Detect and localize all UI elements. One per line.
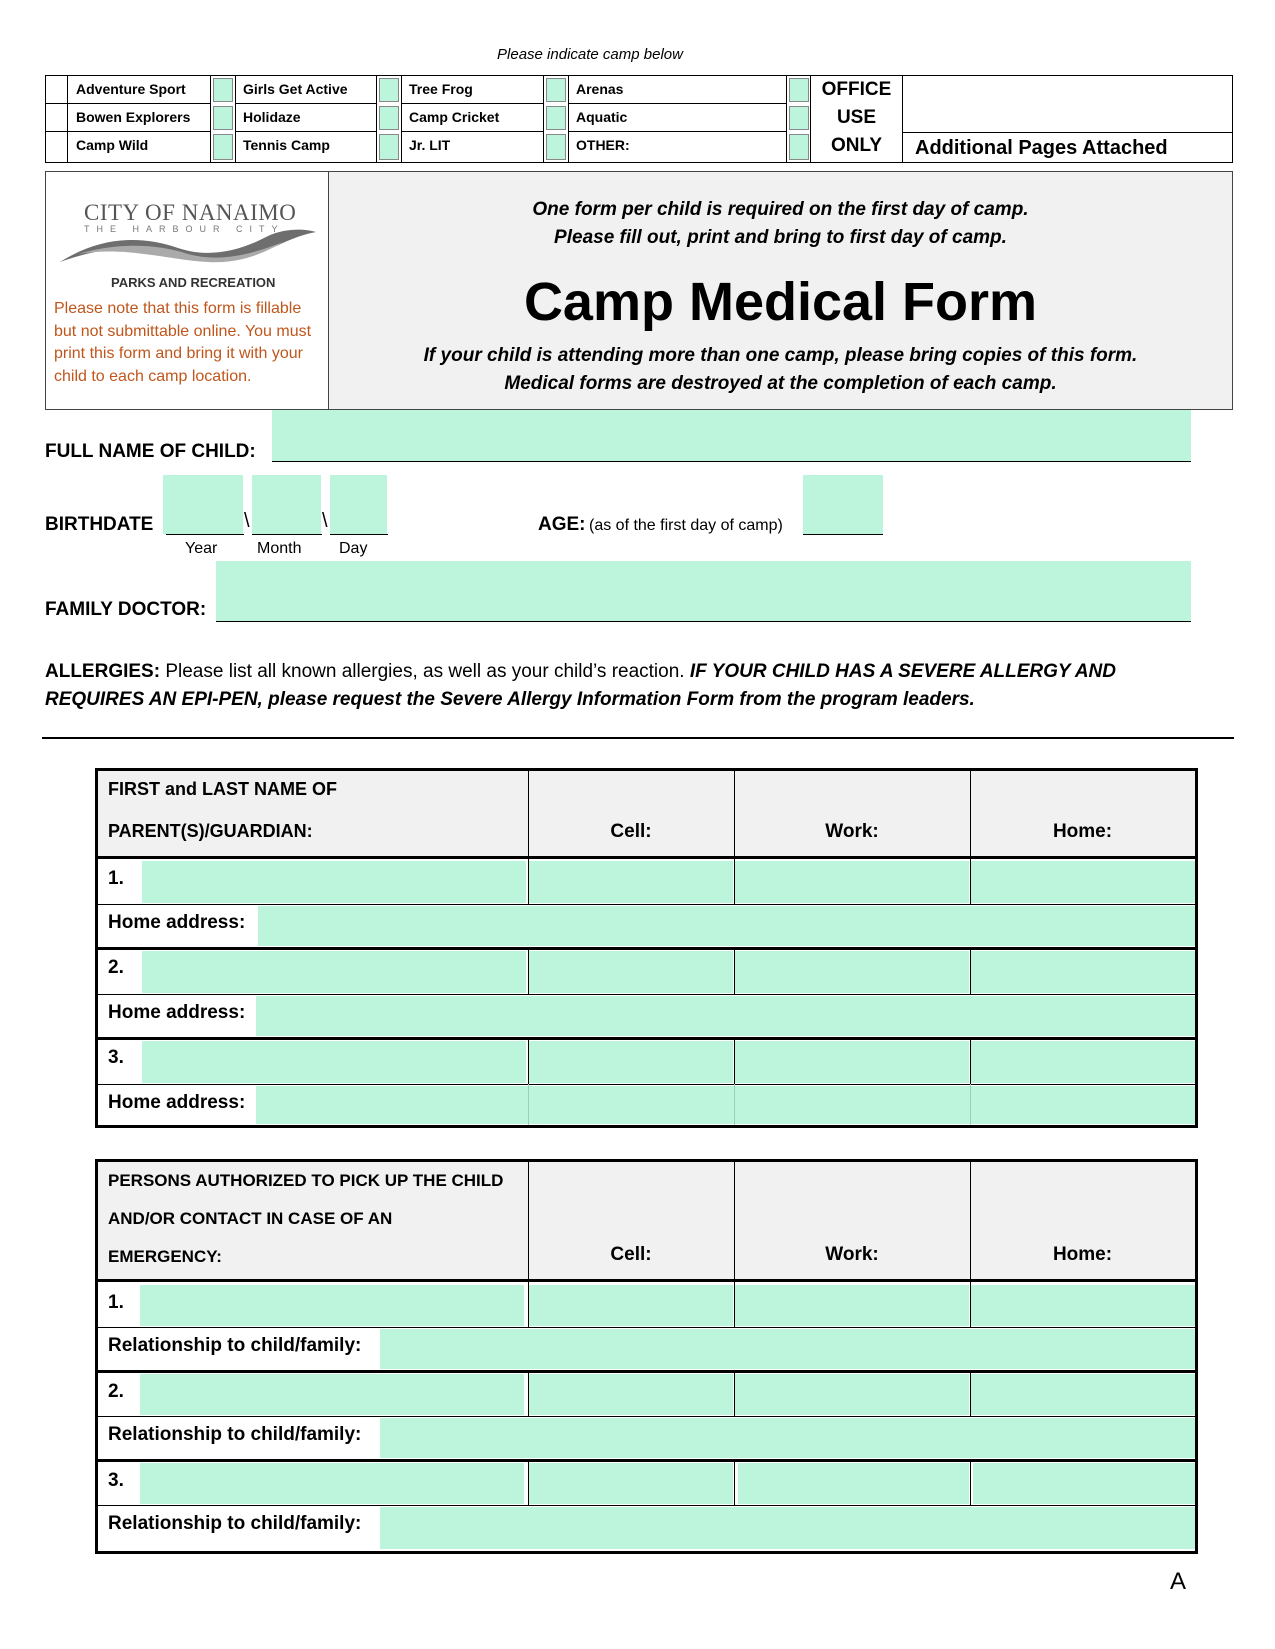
checkbox-arenas-extra[interactable] — [789, 78, 809, 102]
camp-option: Adventure Sport — [68, 76, 211, 104]
parent-2-work-input[interactable] — [735, 951, 969, 993]
age-input[interactable] — [803, 475, 883, 534]
allergies-instructions — [45, 658, 1225, 714]
allergies-emphasis-2: REQUIRES AN EPI-PEN, please request the Severe Allergy Information Form from the program leaders. — [45, 689, 975, 710]
contact-2-name-input[interactable] — [140, 1374, 524, 1415]
checkbox-camp-cricket[interactable] — [379, 106, 399, 130]
parents-header-line-1: FIRST and LAST NAME OF — [108, 779, 337, 799]
page-marker: A — [1170, 1568, 1187, 1595]
emergency-contacts-table — [95, 1159, 1198, 1554]
parents-table — [95, 768, 1198, 1128]
camp-option: Aquatic — [568, 104, 787, 132]
checkbox-jr-lit[interactable] — [379, 134, 399, 160]
emergency-header-line-2: AND/OR CONTACT IN CASE OF AN — [108, 1209, 393, 1228]
parent-1-work-input[interactable] — [735, 861, 969, 903]
birthdate-label: BIRTHDATE — [45, 514, 154, 535]
parent-2-home-input[interactable] — [971, 951, 1195, 993]
address-label: Home address: — [108, 912, 246, 933]
title-area — [329, 172, 1232, 409]
parent-1-home-input[interactable] — [971, 861, 1195, 903]
parent-3-name-input[interactable] — [142, 1041, 526, 1083]
relationship-label: Relationship to child/family: — [108, 1513, 362, 1534]
month-caption: Month — [257, 540, 302, 557]
checkbox-other-camp[interactable] — [546, 134, 566, 160]
intro-line-2: Please fill out, print and bring to first day of camp. — [554, 227, 1007, 248]
col-home: Home: — [1052, 821, 1113, 842]
camp-option: OTHER: — [568, 132, 787, 162]
parent-1-name-input[interactable] — [142, 861, 526, 903]
parents-header-line-2: PARENT(S)/GUARDIAN: — [108, 821, 313, 841]
parent-1-address-input[interactable] — [258, 906, 1195, 946]
parent-3-address-input[interactable] — [256, 1086, 1195, 1124]
age-label: AGE: — [538, 514, 586, 535]
camp-selection-table — [45, 75, 1233, 163]
contact-3-work-input[interactable] — [738, 1463, 969, 1504]
family-doctor-label: FAMILY DOCTOR: — [45, 599, 207, 620]
col-work: Work: — [825, 821, 879, 842]
footer-line-2: Medical forms are destroyed at the completion of each camp. — [504, 373, 1057, 394]
relationship-label: Relationship to child/family: — [108, 1424, 362, 1445]
allergies-emphasis-1: IF YOUR CHILD HAS A SEVERE ALLERGY AND — [689, 661, 1116, 682]
checkbox-arenas[interactable] — [546, 78, 566, 102]
footer-line-1: If your child is attending more than one camp, please bring copies of this form. — [423, 345, 1138, 366]
birth-day-input[interactable] — [330, 475, 387, 534]
checkbox-holidaze[interactable] — [213, 106, 233, 130]
parent-row-number: 1. — [108, 868, 124, 889]
contact-3-relationship-input[interactable] — [380, 1507, 1195, 1549]
camp-option: Tennis Camp — [235, 132, 377, 162]
additional-pages-label: Additional Pages Attached — [903, 132, 1233, 162]
office-line: USE — [836, 107, 877, 128]
checkbox-other-extra[interactable] — [789, 134, 809, 160]
contact-1-work-input[interactable] — [735, 1285, 969, 1326]
logo-area — [46, 172, 329, 409]
parent-2-cell-input[interactable] — [529, 951, 733, 993]
contact-1-relationship-input[interactable] — [380, 1329, 1195, 1369]
allergies-text: Please list all known allergies, as well as your child’s reaction. — [165, 661, 685, 682]
contact-3-cell-input[interactable] — [529, 1463, 733, 1504]
parent-row-number: 3. — [108, 1047, 124, 1068]
contact-1-name-input[interactable] — [140, 1285, 524, 1326]
contact-row-number: 1. — [108, 1292, 124, 1313]
org-department: PARKS AND RECREATION — [111, 275, 276, 290]
org-name: CITY OF NANAIMO — [84, 200, 297, 225]
checkbox-tree-frog[interactable] — [379, 78, 399, 102]
col-cell: Cell: — [610, 821, 652, 842]
checkbox-bowen-explorers[interactable] — [46, 104, 68, 132]
checkbox-aquatic-extra[interactable] — [789, 106, 809, 130]
parent-1-cell-input[interactable] — [529, 861, 733, 903]
office-line: ONLY — [830, 135, 883, 156]
contact-2-relationship-input[interactable] — [380, 1418, 1195, 1458]
camp-instruction: Please indicate camp below — [497, 46, 683, 63]
address-label: Home address: — [108, 1092, 246, 1113]
contact-3-home-input[interactable] — [973, 1463, 1195, 1504]
parent-3-work-input[interactable] — [735, 1041, 969, 1083]
intro-line-1: One form per child is required on the first day of camp. — [532, 199, 1029, 220]
checkbox-camp-wild[interactable] — [46, 132, 68, 162]
birth-month-input[interactable] — [252, 475, 321, 534]
col-work: Work: — [825, 1244, 879, 1265]
contact-1-home-input[interactable] — [971, 1285, 1195, 1326]
parent-3-cell-input[interactable] — [529, 1041, 733, 1083]
child-name-input[interactable] — [272, 410, 1191, 462]
parent-3-home-input[interactable] — [971, 1041, 1195, 1083]
contact-2-work-input[interactable] — [735, 1374, 969, 1415]
birth-year-input[interactable] — [163, 475, 243, 534]
camp-option: Bowen Explorers — [68, 104, 211, 132]
camp-option: Tree Frog — [401, 76, 544, 104]
contact-2-home-input[interactable] — [971, 1374, 1195, 1415]
fillable-note: Please note that this form is fillable but not submittable online. You must print this form and bring it with your child to each camp location. — [54, 300, 312, 385]
camp-option: Arenas — [568, 76, 787, 104]
address-label: Home address: — [108, 1002, 246, 1023]
parent-2-name-input[interactable] — [142, 951, 526, 993]
checkbox-adventure-sport[interactable] — [46, 76, 68, 104]
child-name-label: FULL NAME OF CHILD: — [45, 441, 256, 462]
camp-option: Camp Cricket — [401, 104, 544, 132]
day-caption: Day — [339, 540, 368, 557]
page-title: Camp Medical Form — [523, 272, 1038, 332]
office-line: OFFICE — [821, 79, 892, 100]
col-cell: Cell: — [610, 1244, 652, 1265]
contact-3-name-input[interactable] — [140, 1463, 524, 1504]
camp-option: Girls Get Active — [235, 76, 377, 104]
col-home: Home: — [1052, 1244, 1113, 1265]
allergies-divider — [42, 737, 1234, 739]
family-doctor-input[interactable] — [216, 561, 1191, 621]
checkbox-aquatic[interactable] — [546, 106, 566, 130]
relationship-label: Relationship to child/family: — [108, 1335, 362, 1356]
office-use-only-label — [811, 76, 903, 162]
emergency-header-line-1: PERSONS AUTHORIZED TO PICK UP THE CHILD — [108, 1171, 504, 1190]
camp-option: Jr. LIT — [401, 132, 544, 162]
checkbox-tennis-camp[interactable] — [213, 134, 233, 160]
contact-2-cell-input[interactable] — [529, 1374, 733, 1415]
contact-row-number: 3. — [108, 1470, 124, 1491]
allergies-label: ALLERGIES: — [45, 661, 161, 682]
org-tagline: THE HARBOUR CITY — [84, 224, 285, 234]
parent-2-address-input[interactable] — [256, 996, 1195, 1036]
camp-option: Holidaze — [235, 104, 377, 132]
checkbox-girls-get-active[interactable] — [213, 78, 233, 102]
emergency-header-line-3: EMERGENCY: — [108, 1247, 222, 1266]
year-caption: Year — [185, 540, 218, 557]
camp-option: Camp Wild — [68, 132, 211, 162]
parent-row-number: 2. — [108, 957, 124, 978]
contact-row-number: 2. — [108, 1381, 124, 1402]
form-header — [45, 171, 1233, 410]
age-note: (as of the first day of camp) — [589, 517, 783, 534]
contact-1-cell-input[interactable] — [529, 1285, 733, 1326]
